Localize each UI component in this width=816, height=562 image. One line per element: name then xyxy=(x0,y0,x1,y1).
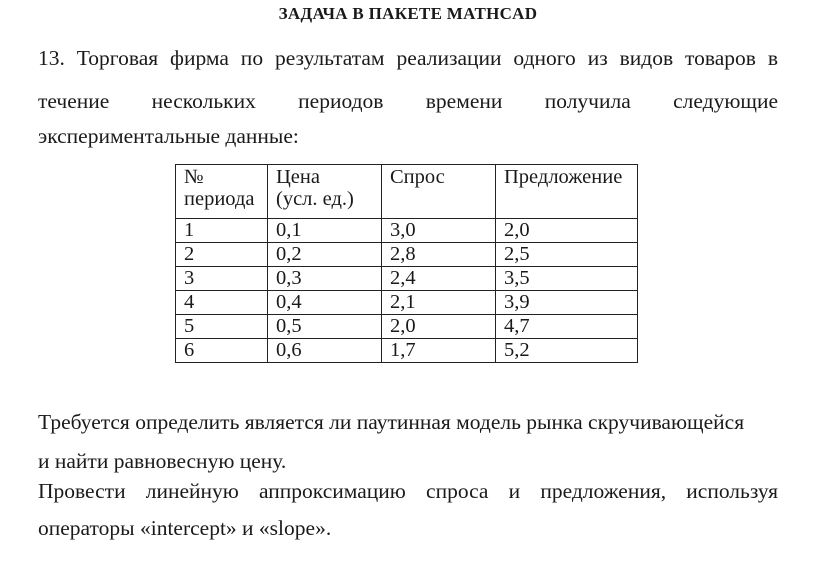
cell-supply: 3,9 xyxy=(496,291,638,315)
table-row xyxy=(176,315,638,339)
table-row xyxy=(176,243,638,267)
data-table xyxy=(175,164,638,363)
cell-price: 0,1 xyxy=(268,219,382,243)
header-supply xyxy=(496,165,638,219)
intro-line-2: течение нескольких периодов времени получила следующие xyxy=(38,89,778,113)
cell-supply: 4,7 xyxy=(496,315,638,339)
table-row xyxy=(176,219,638,243)
cell-period: 6 xyxy=(176,339,268,363)
intro-line-1: 13. Торговая фирма по результатам реализации одного из видов товаров в xyxy=(38,46,778,70)
table-header-row xyxy=(176,165,638,219)
cell-demand: 3,0 xyxy=(382,219,496,243)
cell-demand: 2,8 xyxy=(382,243,496,267)
cell-price: 0,2 xyxy=(268,243,382,267)
task2-line-2: операторы «intercept» и «slope». xyxy=(38,516,332,540)
cell-demand: 1,7 xyxy=(382,339,496,363)
page-title: ЗАДАЧА В ПАКЕТЕ MATHCAD xyxy=(278,4,538,23)
header-label: № xyxy=(184,166,204,188)
cell-supply: 2,0 xyxy=(496,219,638,243)
cell-period: 5 xyxy=(176,315,268,339)
header-price xyxy=(268,165,382,219)
cell-demand: 2,1 xyxy=(382,291,496,315)
table-row xyxy=(176,339,638,363)
cell-period: 3 xyxy=(176,267,268,291)
cell-price: 0,6 xyxy=(268,339,382,363)
header-label: Предложение xyxy=(504,166,623,188)
header-label: периода xyxy=(184,188,255,210)
intro-line-3: экспериментальные данные: xyxy=(38,124,299,148)
header-period xyxy=(176,165,268,219)
header-demand xyxy=(382,165,496,219)
cell-period: 4 xyxy=(176,291,268,315)
header-label: Цена xyxy=(276,166,320,188)
cell-supply: 2,5 xyxy=(496,243,638,267)
cell-period: 2 xyxy=(176,243,268,267)
header-label: (усл. ед.) xyxy=(276,188,354,210)
cell-supply: 3,5 xyxy=(496,267,638,291)
task1-line-2: и найти равновесную цену. xyxy=(38,449,287,473)
cell-supply: 5,2 xyxy=(496,339,638,363)
task2-line-1: Провести линейную аппроксимацию спроса и предложения, используя xyxy=(38,479,778,503)
table-row xyxy=(176,291,638,315)
table-row xyxy=(176,267,638,291)
cell-price: 0,3 xyxy=(268,267,382,291)
cell-price: 0,4 xyxy=(268,291,382,315)
cell-period: 1 xyxy=(176,219,268,243)
cell-price: 0,5 xyxy=(268,315,382,339)
cell-demand: 2,0 xyxy=(382,315,496,339)
cell-demand: 2,4 xyxy=(382,267,496,291)
task1-line-1: Требуется определить является ли паутинная модель рынка скручивающейся xyxy=(38,410,745,434)
header-label: Спрос xyxy=(390,166,445,188)
